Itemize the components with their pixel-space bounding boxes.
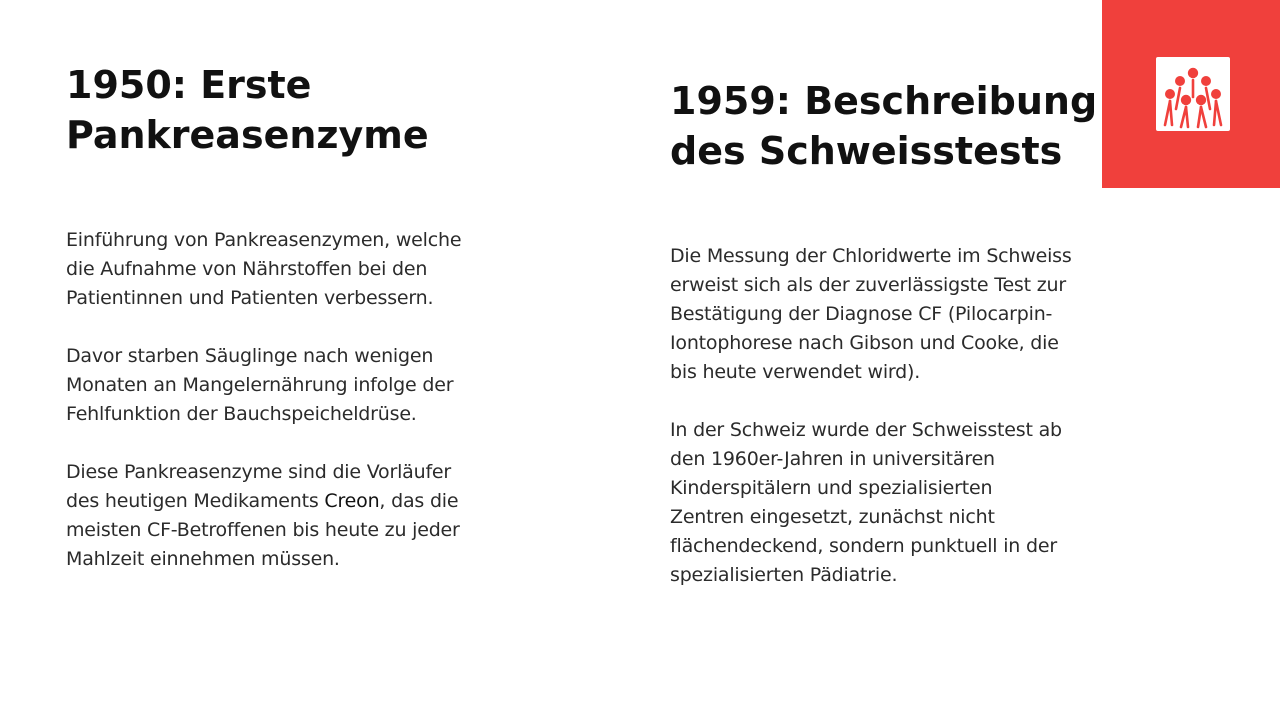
medication-name: Creon <box>324 490 380 512</box>
text-line: Mahlzeit einnehmen müssen. <box>66 548 340 570</box>
left-heading <box>66 60 546 160</box>
left-paragraph-2 <box>66 342 546 429</box>
text-line: spezialisierten Pädiatrie. <box>670 564 898 586</box>
text-line: Iontophorese nach Gibson und Cooke, die <box>670 332 1059 354</box>
left-body <box>66 226 546 574</box>
text-line: flächendeckend, sondern punktuell in der <box>670 535 1057 557</box>
text-line: Die Messung der Chloridwerte im Schweiss <box>670 245 1072 267</box>
right-paragraph-2 <box>670 416 1150 590</box>
right-heading-line: 1959: Beschreibung <box>670 79 1098 123</box>
text-fragment: des heutigen Medikaments <box>66 490 325 512</box>
text-line: Davor starben Säuglinge nach wenigen <box>66 345 434 367</box>
left-column <box>66 60 546 574</box>
left-heading-line: Pankreasenzyme <box>66 113 429 157</box>
text-line: erweist sich als der zuverlässigste Test zur <box>670 274 1066 296</box>
right-heading <box>670 76 1150 176</box>
text-line: Fehlfunktion der Bauchspeicheldrüse. <box>66 403 417 425</box>
right-body <box>670 242 1150 590</box>
text-line: Zentren eingesetzt, zunächst nicht <box>670 506 995 528</box>
logo <box>1102 0 1280 188</box>
text-line: bis heute verwendet wird). <box>670 361 921 383</box>
text-line: Kinderspitälern und spezialisierten <box>670 477 993 499</box>
right-heading-line: des Schweisstests <box>670 129 1063 173</box>
text-line: In der Schweiz wurde der Schweisstest ab <box>670 419 1062 441</box>
text-line: die Aufnahme von Nährstoffen bei den <box>66 258 428 280</box>
text-line: meisten CF-Betroffenen bis heute zu jeder <box>66 519 460 541</box>
text-line: den 1960er-Jahren in universitären <box>670 448 995 470</box>
text-line: Bestätigung der Diagnose CF (Pilocarpin- <box>670 303 1053 325</box>
text-fragment: , das die <box>379 490 459 512</box>
text-line: Monaten an Mangelernährung infolge der <box>66 374 454 396</box>
people-group-icon <box>1156 57 1230 131</box>
text-line: Einführung von Pankreasenzymen, welche <box>66 229 462 251</box>
left-paragraph-3 <box>66 458 546 574</box>
text-line: Patientinnen und Patienten verbessern. <box>66 287 434 309</box>
right-column <box>670 76 1150 590</box>
left-heading-line: 1950: Erste <box>66 63 312 107</box>
right-paragraph-1 <box>670 242 1150 387</box>
text-line: Diese Pankreasenzyme sind die Vorläufer <box>66 461 452 483</box>
text-line <box>66 487 546 516</box>
left-paragraph-1 <box>66 226 546 313</box>
